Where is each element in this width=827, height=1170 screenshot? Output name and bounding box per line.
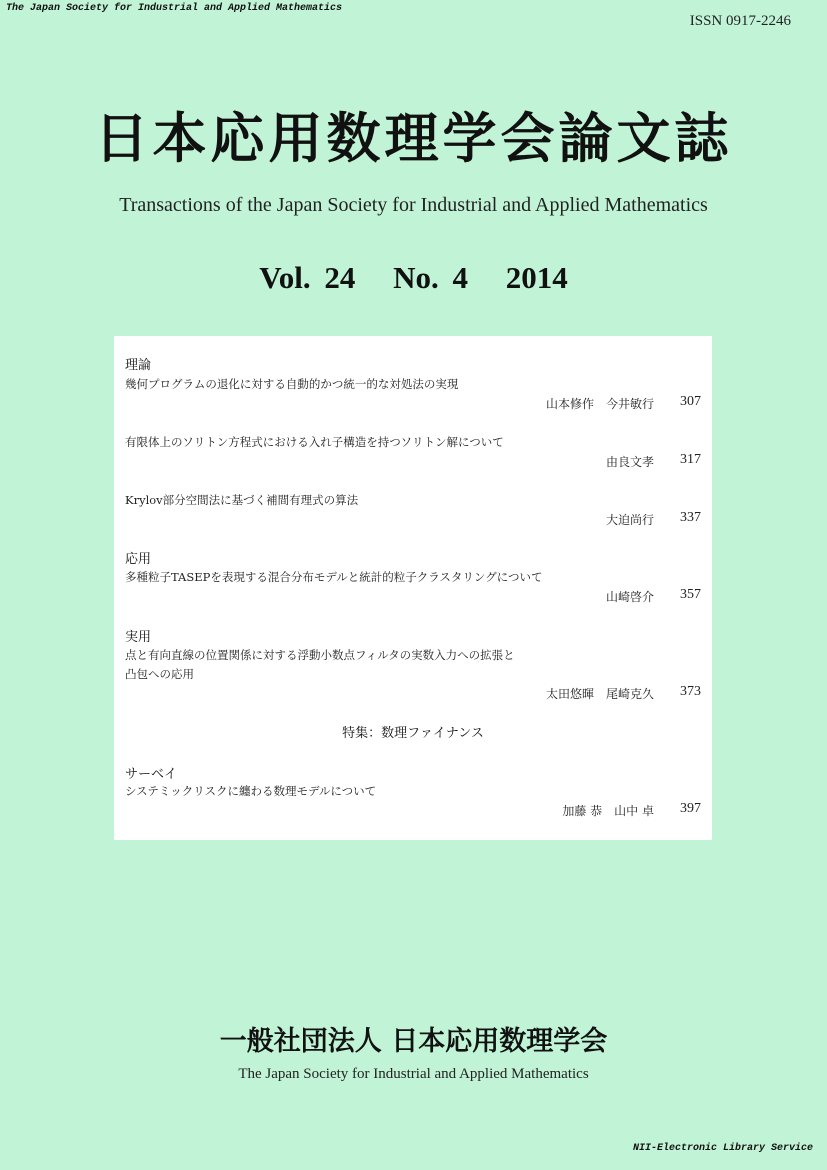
article-title-line-1: 点と有向直線の位置関係に対する浮動小数点フィルタの実数入力への拡張と: [125, 648, 515, 662]
section-heading-theory: 理論: [125, 358, 152, 373]
article-title: Krylov部分空間法に基づく補間有理式の算法: [125, 493, 359, 507]
article-authors: 由良文孝: [605, 455, 654, 469]
article-page: 373: [680, 684, 701, 699]
publisher-name-japanese: 一般社団法人 日本応用数理学会: [219, 1026, 608, 1057]
article-authors: 加藤 恭 山中 卓: [562, 804, 654, 818]
article-title: 多種粒子TASEPを表現する混合分布モデルと統計的粒子クラスタリングについて: [125, 570, 543, 584]
article-authors: 山崎啓介: [605, 590, 654, 604]
article-authors: 山本修作 今井敏行: [545, 397, 654, 411]
article-page: 337: [680, 510, 701, 525]
journal-title-english: Transactions of the Japan Society for Industrial and Applied Mathematics: [119, 194, 708, 216]
article-authors: 大迫尚行: [605, 513, 654, 527]
article-title-line-2: 凸包への応用: [125, 667, 194, 681]
article-page: 307: [680, 394, 701, 409]
issue-year: 2014: [505, 260, 568, 295]
issn-label: ISSN 0917-2246: [689, 13, 791, 29]
article-authors: 太田悠暉 尾崎克久: [545, 687, 654, 701]
section-heading-application: 応用: [125, 552, 152, 567]
library-service-label: NII-Electronic Library Service: [632, 1143, 813, 1154]
publisher-name-english: The Japan Society for Industrial and Applied Mathematics: [238, 1066, 589, 1082]
issue-number: No. 4: [393, 260, 469, 295]
article-title: システミックリスクに纏わる数理モデルについて: [125, 784, 377, 798]
article-title: 幾何プログラムの退化に対する自動的かつ統一的な対処法の実現: [125, 377, 459, 391]
society-banner: The Japan Society for Industrial and Applied Mathematics: [6, 3, 343, 14]
special-feature-heading: 特集：数理ファイナンス: [342, 726, 484, 741]
volume-number: Vol. 24: [259, 260, 356, 295]
issue-line: [0, 260, 827, 296]
journal-title-japanese: 日本応用数理学会論文誌: [94, 106, 733, 170]
section-heading-survey: サーベイ: [125, 767, 178, 782]
article-page: 357: [680, 587, 701, 602]
table-of-contents: [114, 336, 712, 840]
article-title: 有限体上のソリトン方程式における入れ子構造を持つソリトン解について: [125, 435, 504, 449]
section-heading-practice: 実用: [125, 630, 152, 645]
article-page: 397: [680, 801, 701, 816]
article-page: 317: [680, 452, 701, 467]
